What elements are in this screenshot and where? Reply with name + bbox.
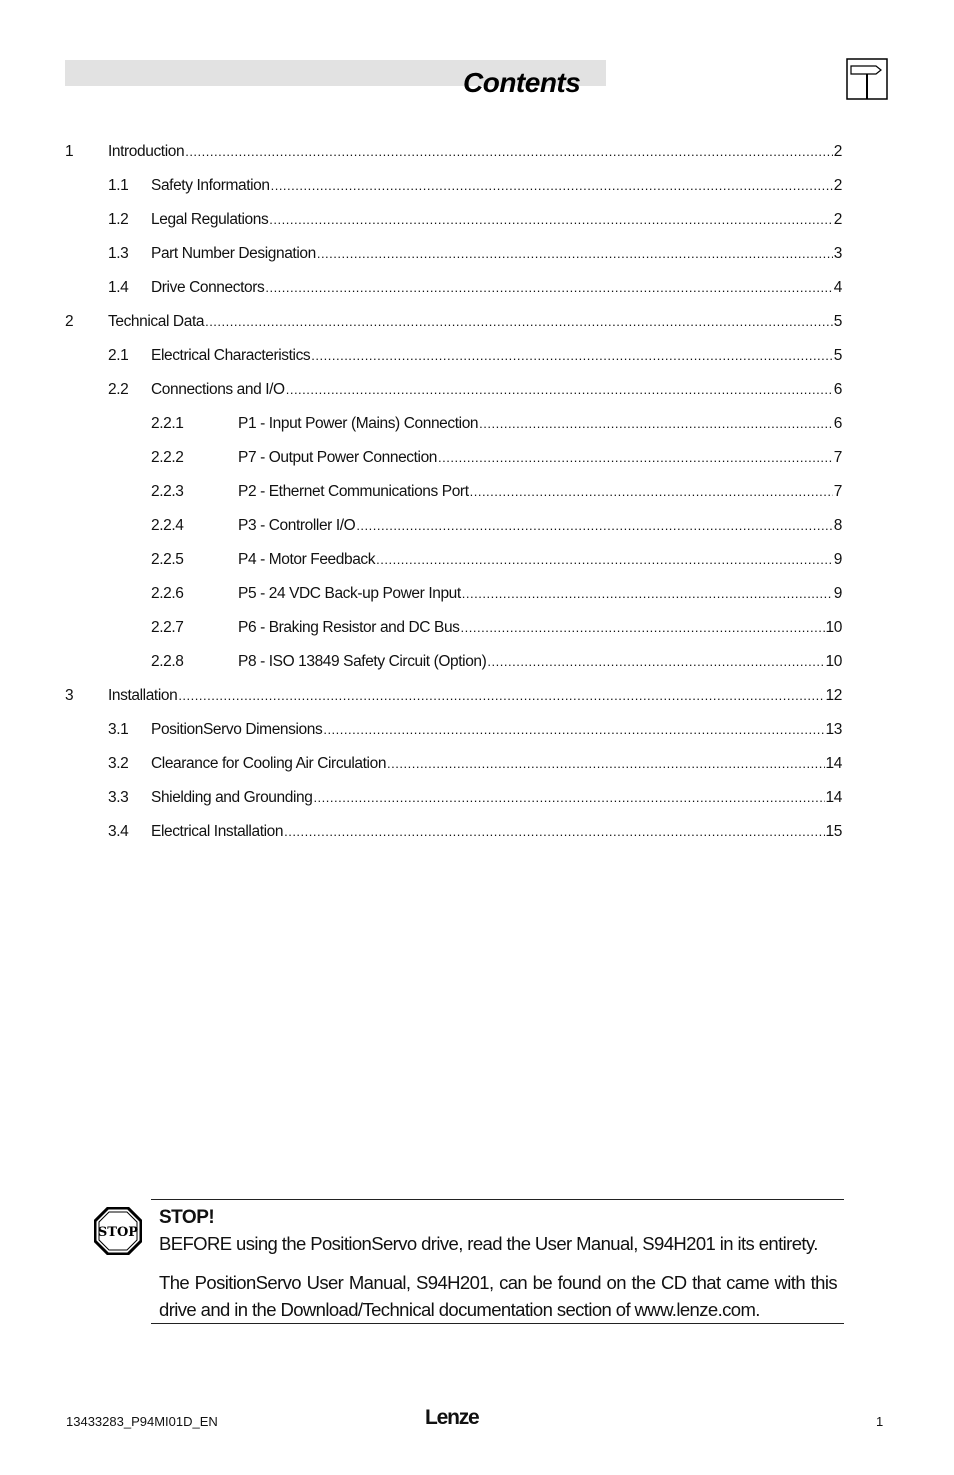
toc-entry-page: 6 [833,381,842,398]
toc-leader-dots [323,722,824,737]
toc-leader-dots [479,416,833,431]
toc-entry-label: P4 - Motor Feedback [238,551,376,568]
toc-leader-dots [356,518,832,533]
toc-entry-label: P5 - 24 VDC Back-up Power Input [238,585,461,602]
toc-number: 3.2 [108,755,129,772]
toc-number: 1.3 [108,245,129,262]
lenze-logo: Lenze [425,1406,479,1429]
toc-leader-dots [387,756,825,771]
toc-entry-label: P8 - ISO 13849 Safety Circuit (Option) [238,653,487,670]
notice-divider-bottom [151,1323,844,1324]
toc-number: 1.1 [108,177,129,194]
document-id: 13433283_P94MI01D_EN [66,1414,218,1429]
toc-entry-label: P1 - Input Power (Mains) Connection [238,415,479,432]
toc-entry-page: 5 [833,347,842,364]
toc-entry-page: 14 [825,755,842,772]
toc-entry-page: 6 [833,415,842,432]
toc-entry-page: 2 [833,143,842,160]
toc-number: 3.4 [108,823,129,840]
toc-leader-dots [461,620,825,635]
toc-number: 2.2.5 [151,551,184,568]
toc-entry[interactable] [108,687,842,705]
toc-leader-dots [205,314,833,329]
toc-entry[interactable] [238,517,842,535]
toc-entry[interactable] [151,823,842,841]
toc-leader-dots [470,484,833,499]
toc-entry[interactable] [151,755,842,773]
toc-entry-label: Technical Data [108,313,205,330]
toc-number: 1.2 [108,211,129,228]
toc-entry[interactable] [151,177,842,195]
toc-entry[interactable] [151,245,842,263]
toc-number: 1 [65,143,74,160]
toc-number: 2.2.3 [151,483,184,500]
toc-number: 3 [65,687,74,704]
toc-entry-page: 8 [833,517,842,534]
toc-entry-page: 9 [833,551,842,568]
toc-entry-label: P6 - Braking Resistor and DC Bus [238,619,460,636]
toc-leader-dots [269,212,832,227]
toc-entry-page: 4 [833,279,842,296]
toc-entry-page: 5 [833,313,842,330]
toc-entry[interactable] [238,653,842,671]
toc-entry-label: Part Number Designation [151,245,316,262]
toc-leader-dots [313,790,824,805]
toc-entry-page: 2 [833,211,842,228]
toc-entry[interactable] [108,313,842,331]
toc-leader-dots [271,178,833,193]
toc-entry-page: 9 [833,585,842,602]
toc-entry-label: Installation [108,687,178,704]
stop-sign-label: STOP [97,1225,139,1240]
toc-entry-label: Drive Connectors [151,279,265,296]
toc-entry-page: 7 [833,483,842,500]
toc-entry-label: Introduction [108,143,185,160]
signpost-icon [846,58,888,100]
notice-divider-top [151,1199,844,1200]
page-title: Contents [463,67,581,98]
notice-paragraph-2: The PositionServo User Manual, S94H201, can be found on the CD that came with this drive and in the Download/Technical documentation section of www.lenze.com. [159,1272,837,1320]
toc-entry-page: 2 [833,177,842,194]
toc-entry-label: Clearance for Cooling Air Circulation [151,755,387,772]
toc-number: 2.1 [108,347,129,364]
toc-entry[interactable] [238,585,842,603]
toc-entry-page: 13 [825,721,842,738]
toc-entry[interactable] [238,449,842,467]
toc-number: 2.2.6 [151,585,184,602]
toc-entry-label: Electrical Installation [151,823,284,840]
toc-entry-label: Legal Regulations [151,211,269,228]
toc-entry-label: P3 - Controller I/O [238,517,356,534]
toc-number: 2.2 [108,381,129,398]
toc-entry[interactable] [151,211,842,229]
toc-entry-page: 10 [825,653,842,670]
toc-leader-dots [462,586,833,601]
toc-entry-page: 7 [833,449,842,466]
toc-entry-page: 15 [825,823,842,840]
toc-leader-dots [178,688,824,703]
toc-number: 3.3 [108,789,129,806]
toc-entry-label: Connections and I/O [151,381,285,398]
toc-entry[interactable] [151,279,842,297]
toc-entry-label: P2 - Ethernet Communications Port [238,483,469,500]
notice-title: STOP! [159,1207,215,1228]
toc-number: 2.2.4 [151,517,184,534]
toc-number: 2 [65,313,74,330]
toc-leader-dots [284,824,824,839]
toc-entry[interactable] [238,619,842,637]
toc-leader-dots [317,246,833,261]
toc-number: 3.1 [108,721,129,738]
toc-number: 1.4 [108,279,129,296]
toc-entry[interactable] [151,381,842,399]
toc-leader-dots [286,382,833,397]
notice-paragraph-1: BEFORE using the PositionServo drive, read the User Manual, S94H201 in its entirety. [159,1233,818,1254]
toc-entry-label: PositionServo Dimensions [151,721,323,738]
toc-entry-page: 3 [833,245,842,262]
toc-entry[interactable] [151,789,842,807]
toc-leader-dots [487,654,824,669]
toc-entry-page: 12 [825,687,842,704]
toc-entry-label: Electrical Characteristics [151,347,311,364]
toc-leader-dots [185,144,833,159]
toc-leader-dots [438,450,833,465]
toc-leader-dots [376,552,833,567]
toc-entry[interactable] [151,721,842,739]
toc-entry-label: P7 - Output Power Connection [238,449,438,466]
toc-entry[interactable] [238,483,842,501]
toc-entry-label: Safety Information [151,177,270,194]
toc-entry-page: 10 [825,619,842,636]
toc-leader-dots [265,280,832,295]
toc-entry-page: 14 [825,789,842,806]
toc-entry[interactable] [151,347,842,365]
page-number: 1 [876,1414,884,1429]
stop-sign-icon [94,1207,142,1255]
toc-entry[interactable] [238,415,842,433]
toc-entry[interactable] [108,143,842,161]
toc-entry[interactable] [238,551,842,569]
toc-number: 2.2.7 [151,619,184,636]
toc-number: 2.2.8 [151,653,184,670]
toc-number: 2.2.1 [151,415,184,432]
toc-number: 2.2.2 [151,449,184,466]
toc-leader-dots [311,348,832,363]
toc-entry-label: Shielding and Grounding [151,789,313,806]
